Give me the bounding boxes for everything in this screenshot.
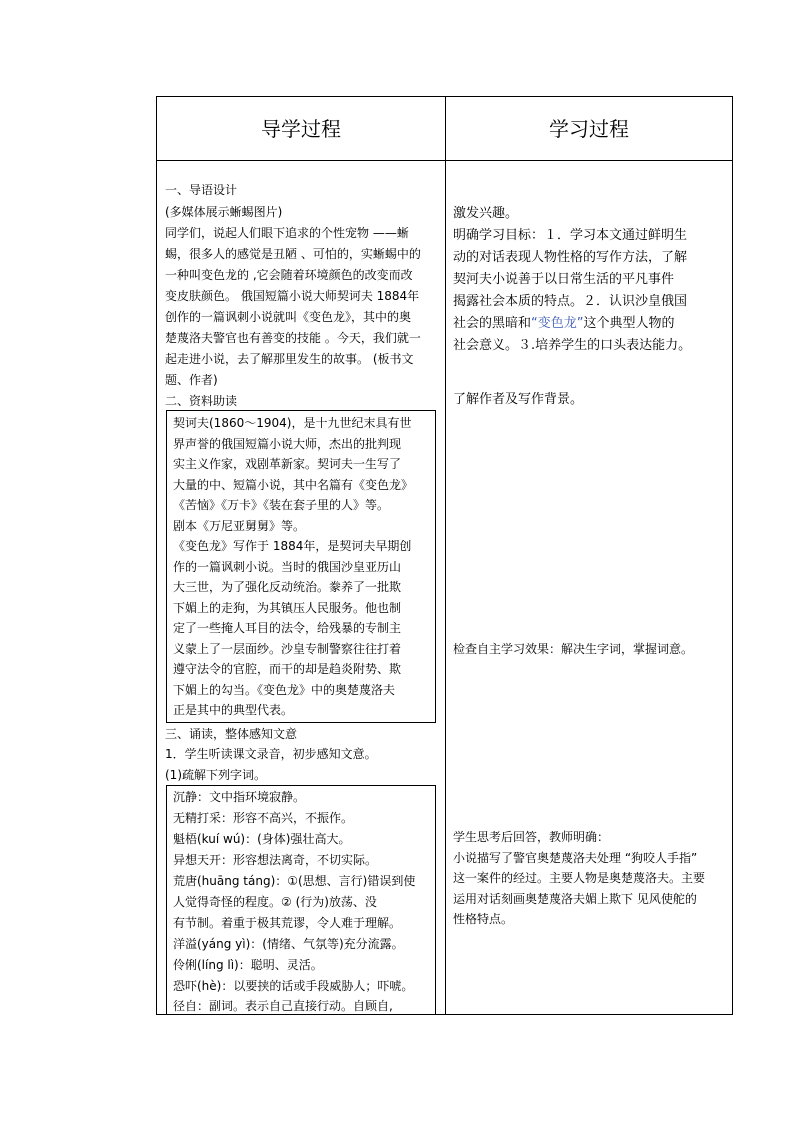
- goal-line: 契河夫小说善于以日常生活的平凡事件: [453, 272, 675, 287]
- vocabulary-box: [166, 785, 436, 1015]
- box2-line: 径自：副词。表示自己直接行动。自顾自,: [173, 999, 393, 1013]
- box1-line: 《变色龙》写作于 1884年，是契诃夫早期创: [173, 539, 412, 553]
- box1-line: 定了一些掩人耳目的法令，给残暴的专制主: [173, 621, 402, 635]
- box1-line: 正是其中的典型代表。: [173, 703, 294, 717]
- box1-line: 下媚上的勾当。《变色龙》中的奥楚蔑洛夫: [173, 683, 396, 697]
- answer-line: 小说描写了警官奥楚蔑洛夫处理 “狗咬人手指”: [453, 851, 698, 865]
- section1-line: 变皮肤颜色。 俄国短篇小说大师契诃夫 1884年: [165, 289, 420, 303]
- box2-line: 沉静：文中指环境寂静。: [173, 790, 306, 804]
- section1-line: 创作的一篇讽刺小说就叫《变色龙》，其中的奥: [165, 310, 412, 324]
- box2-line: 异想天开：形容想法离奇，不切实际。: [173, 853, 378, 867]
- box2-line: 有节制。着重于极其荒谬，令人难于理解。: [173, 916, 402, 930]
- background-text: 了解作者及写作背景。: [453, 392, 584, 407]
- section1-line: 题、作者): [165, 373, 218, 387]
- box1-line: 作的一篇讽刺小说。当时的俄国沙皇亚历山: [173, 560, 402, 574]
- box1-line: 遵守法令的官腔，而干的却是趋炎附势、欺: [173, 662, 402, 676]
- check-text: 检查自主学习效果：解决生字词，掌握词意。: [453, 642, 694, 656]
- goal-line: 社会意义。３.培养学生的口头表达能力。: [453, 338, 692, 353]
- goal-line-head: 社会的黑暗和: [453, 316, 532, 331]
- section1-line: (多媒体展示蜥蜴图片): [165, 205, 283, 219]
- box2-line: 人觉得奇怪的程度。② (行为)放荡、没: [173, 895, 377, 909]
- header-divider: [157, 160, 732, 161]
- answer-line: 学生思考后回答，教师明确：: [453, 830, 610, 844]
- author-info-box: [166, 410, 436, 723]
- section3-line: (1)疏解下列字词。: [165, 768, 266, 782]
- section2-title: 二、资料助读: [165, 394, 238, 408]
- box1-line: 契诃夫(1860～1904)，是十九世纪末具有世: [173, 416, 412, 430]
- section3-line: 1．学生听读课文录音，初步感知文意。: [165, 747, 377, 761]
- goal-line: 动的对话表现人物性格的写作方法，了解: [453, 250, 688, 265]
- answer-line: 性格特点。: [453, 912, 514, 926]
- column-divider: [445, 97, 446, 1014]
- section1-line: 起走进小说，去了解那里发生的故事。 (板书文: [165, 352, 414, 366]
- box1-line: 下媚上的走狗，为其镇压人民服务。他也制: [173, 601, 402, 615]
- box1-line: 剧本《万尼亚舅舅》等。: [173, 519, 306, 533]
- header-left-cell: [157, 97, 445, 160]
- box1-line: 界声誉的俄国短篇小说大师，杰出的批判现: [173, 437, 402, 451]
- box2-line: 洋溢(yáng yì)：(情绪、气氛等)充分流露。: [173, 937, 404, 951]
- box1-line: 大三世，为了强化反动统治。豢养了一批欺: [173, 580, 402, 594]
- section3-title: 三、诵读，整体感知文意: [165, 727, 298, 741]
- intro-text: 激发兴趣。: [453, 206, 519, 221]
- section1-title: 一、导语设计: [165, 183, 238, 197]
- box2-line: 魁梧(kuí wú)：(身体)强壮高大。: [173, 832, 351, 846]
- box1-line: 大量的中、短篇小说，其中名篇有《变色龙》: [173, 478, 414, 492]
- goal-line-tail: 这个典型人物的: [583, 316, 675, 331]
- box2-line: 无精打采：形容不高兴，不振作。: [173, 811, 354, 825]
- box2-line: 恐吓(hè)：以要挟的话或手段威胁人；吓唬。: [173, 979, 414, 993]
- section1-line: 一种叫变色龙的 ,它会随着环境颜色的改变而改: [165, 268, 413, 282]
- header-right-title: 学习过程: [549, 117, 629, 141]
- section1-line: 蜴，很多人的感觉是丑陋 、可怕的，实蜥蜴中的: [165, 247, 421, 261]
- box1-line: 实主义作家，戏剧革新家。契诃夫一生写了: [173, 457, 402, 471]
- goal-line: [453, 314, 675, 334]
- box2-line: 伶俐(líng lì)：聪明、灵活。: [173, 958, 323, 972]
- lesson-table: [156, 96, 733, 1015]
- answer-line: 运用对话刻画奥楚蔑洛夫媚上欺下 见风使舵的: [453, 892, 697, 906]
- box2-line: 荒唐(huāng táng)：①(思想、言行)错误到使: [173, 874, 416, 888]
- box1-line: 《苦恼》《万卡》《装在套子里的人》等。: [173, 498, 390, 512]
- box1-line: 义蒙上了一层面纱。沙皇专制警察往往打着: [173, 642, 402, 656]
- section1-line: 楚蔑洛夫警官也有善变的技能 。今天，我们就一: [165, 331, 421, 345]
- goal-line: 明确学习目标：１．学习本文通过鲜明生: [453, 228, 688, 243]
- section1-line: 同学们，说起人们眼下追求的个性宠物 ——蜥: [165, 226, 409, 240]
- goal-line: 揭露社会本质的特点。２．认识沙皇俄国: [453, 294, 688, 309]
- header-right-cell: [446, 97, 732, 160]
- answer-line: 这一案件的经过。主要人物是奥楚蔑洛夫。主要: [453, 871, 706, 885]
- goal-quote: “变色龙”: [531, 316, 584, 331]
- header-left-title: 导学过程: [261, 117, 341, 141]
